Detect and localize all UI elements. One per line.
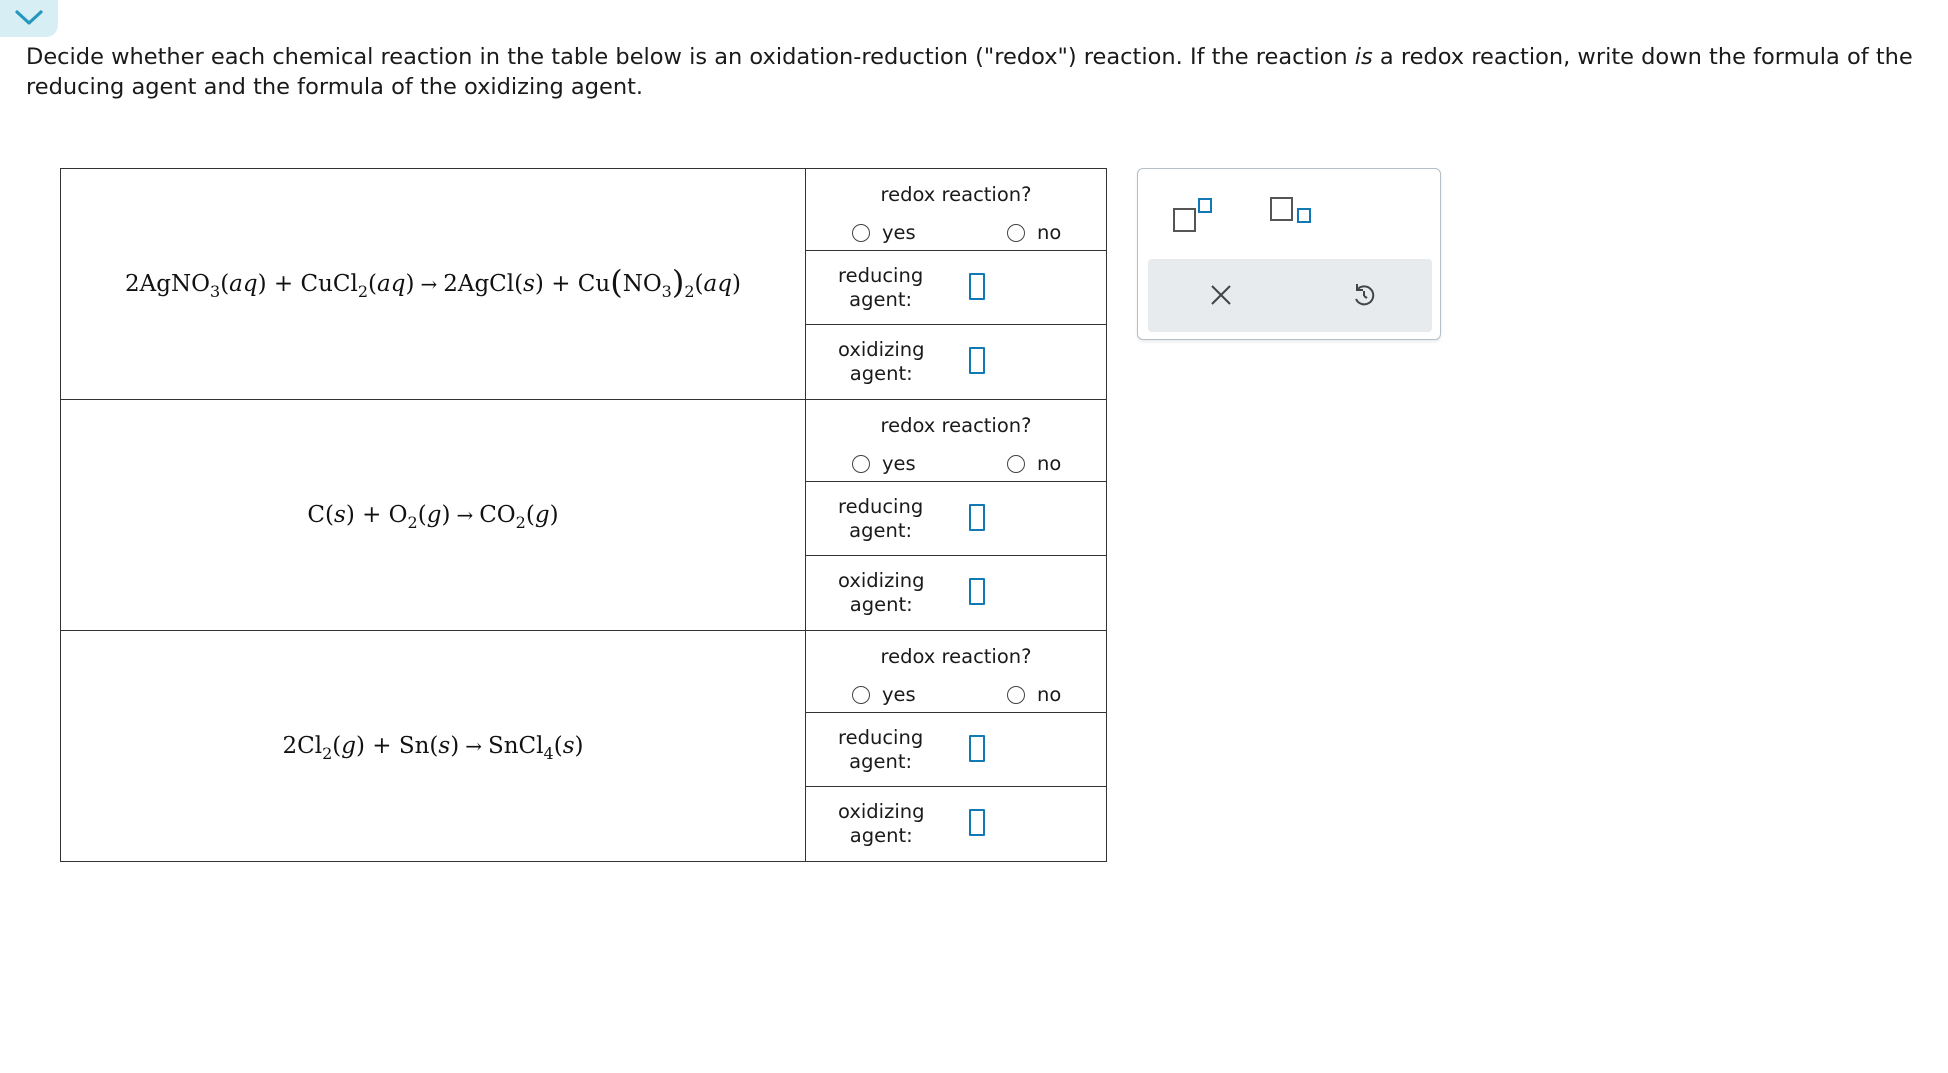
redox-question-3 bbox=[806, 631, 1106, 713]
reducing-word: reducing bbox=[838, 264, 924, 287]
answer-cell-3 bbox=[806, 631, 1107, 862]
question-label: redox reaction? bbox=[880, 183, 1032, 206]
agent-word: agent: bbox=[849, 750, 913, 773]
reducing-word: reducing bbox=[838, 726, 924, 749]
redox-table bbox=[60, 168, 1107, 862]
agent-word: agent: bbox=[849, 288, 913, 311]
reducing-agent-label bbox=[838, 726, 923, 774]
radio-circle-icon[interactable] bbox=[1007, 224, 1025, 242]
radio-circle-icon[interactable] bbox=[1007, 686, 1025, 704]
reaction-row-3 bbox=[61, 631, 1107, 862]
equation-cell-1 bbox=[61, 169, 806, 400]
superscript-icon bbox=[1171, 195, 1215, 235]
reducing-agent-row-3 bbox=[806, 713, 1106, 787]
radio-circle-icon[interactable] bbox=[1007, 455, 1025, 473]
tool-actions bbox=[1148, 259, 1432, 332]
close-icon bbox=[1208, 282, 1234, 308]
redox-question-2 bbox=[806, 400, 1106, 482]
oxidizing-agent-label bbox=[838, 800, 924, 848]
answer-cell-1 bbox=[806, 169, 1107, 400]
oxidizing-agent-input-3[interactable] bbox=[969, 809, 985, 836]
reducing-agent-input-2[interactable] bbox=[969, 504, 985, 531]
equation-cell-2 bbox=[61, 400, 806, 631]
radio-yes-2[interactable] bbox=[852, 452, 916, 475]
equation-cell-3 bbox=[61, 631, 806, 862]
oxidizing-agent-label bbox=[838, 338, 924, 386]
radio-yes-3[interactable] bbox=[852, 683, 916, 706]
redox-question-1 bbox=[806, 169, 1106, 251]
oxidizing-word: oxidizing bbox=[838, 800, 925, 823]
instructions bbox=[26, 42, 1926, 102]
reducing-word: reducing bbox=[838, 495, 924, 518]
reducing-agent-label bbox=[838, 264, 923, 312]
undo-icon bbox=[1350, 281, 1378, 309]
instructions-part1: Decide whether each chemical reaction in the table below is an oxidation-reduction ("redox") reaction. If the reaction bbox=[26, 44, 1355, 70]
instructions-part2: a redox reaction, write down the formula of the reducing agent and the formula of the oxidizing agent. bbox=[26, 44, 1913, 100]
question-label: redox reaction? bbox=[880, 414, 1032, 437]
oxidizing-word: oxidizing bbox=[838, 338, 925, 361]
oxidizing-word: oxidizing bbox=[838, 569, 925, 592]
agent-word: agent: bbox=[849, 362, 913, 385]
subscript-tool-button[interactable] bbox=[1268, 195, 1316, 239]
agent-word: agent: bbox=[849, 593, 913, 616]
reducing-agent-input-3[interactable] bbox=[969, 735, 985, 762]
instructions-emphasis: is bbox=[1354, 44, 1373, 70]
equation-3: $2Cl_2(g) + Sn(s)$ → SnCl$_4$(s) bbox=[282, 733, 584, 763]
equation-2: $C(s) + O_2(g) \to CO_2(g)$ bbox=[307, 502, 559, 532]
equation-1: 2AgNO$_3$(aq) + CuCl$_2$(aq) → 2AgCl(s) + $Cu(NO_3)_2(aq)$ bbox=[125, 263, 741, 301]
reaction-row-2 bbox=[61, 400, 1107, 631]
undo-button[interactable] bbox=[1350, 281, 1378, 313]
radio-no-label: no bbox=[1037, 221, 1062, 244]
agent-word: agent: bbox=[849, 824, 913, 847]
reducing-agent-row-2 bbox=[806, 482, 1106, 556]
radio-circle-icon[interactable] bbox=[852, 455, 870, 473]
radio-circle-icon[interactable] bbox=[852, 224, 870, 242]
radio-circle-icon[interactable] bbox=[852, 686, 870, 704]
agent-word: agent: bbox=[849, 519, 913, 542]
superscript-tool-button[interactable] bbox=[1171, 195, 1215, 239]
question-label: redox reaction? bbox=[880, 645, 1032, 668]
reaction-row-1 bbox=[61, 169, 1107, 400]
oxidizing-agent-row-1 bbox=[806, 325, 1106, 399]
radio-yes-1[interactable] bbox=[852, 221, 916, 244]
subscript-icon bbox=[1268, 195, 1316, 235]
tool-panel bbox=[1137, 168, 1441, 340]
collapse-tab[interactable] bbox=[0, 0, 58, 37]
clear-button[interactable] bbox=[1208, 282, 1234, 312]
reducing-agent-input-1[interactable] bbox=[969, 273, 985, 300]
oxidizing-agent-input-1[interactable] bbox=[969, 347, 985, 374]
reducing-agent-label bbox=[838, 495, 923, 543]
answer-cell-2 bbox=[806, 400, 1107, 631]
radio-yes-label: yes bbox=[882, 683, 916, 706]
radio-no-1[interactable] bbox=[1007, 221, 1061, 244]
radio-no-2[interactable] bbox=[1007, 452, 1061, 475]
oxidizing-agent-label bbox=[838, 569, 924, 617]
oxidizing-agent-row-3 bbox=[806, 787, 1106, 861]
radio-no-label: no bbox=[1037, 683, 1062, 706]
reducing-agent-row-1 bbox=[806, 251, 1106, 325]
radio-no-3[interactable] bbox=[1007, 683, 1061, 706]
chevron-down-icon bbox=[14, 8, 44, 28]
radio-no-label: no bbox=[1037, 452, 1062, 475]
radio-yes-label: yes bbox=[882, 221, 916, 244]
oxidizing-agent-input-2[interactable] bbox=[969, 578, 985, 605]
oxidizing-agent-row-2 bbox=[806, 556, 1106, 630]
radio-yes-label: yes bbox=[882, 452, 916, 475]
